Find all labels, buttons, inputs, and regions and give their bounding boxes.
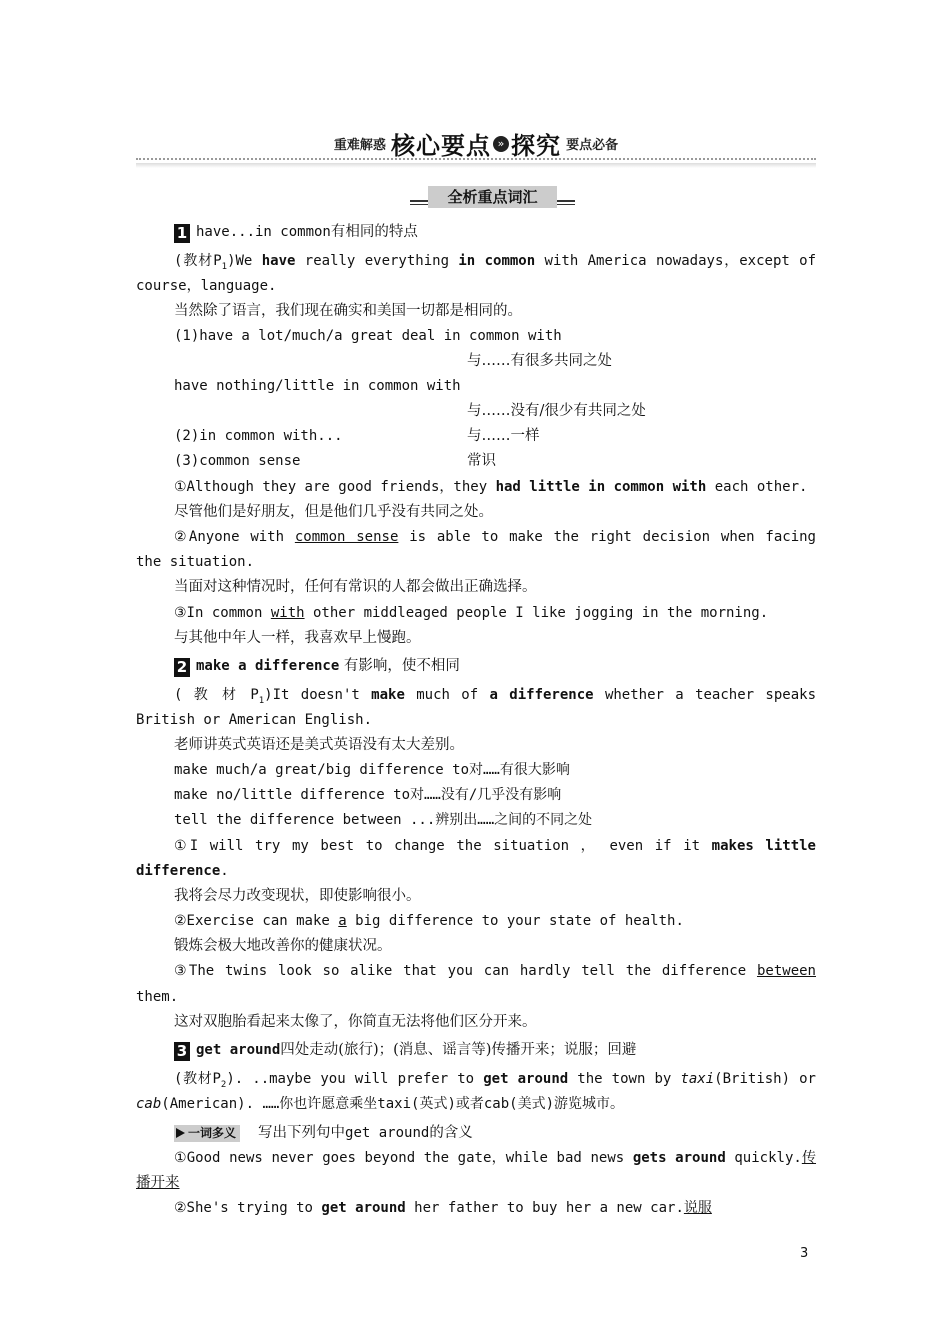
item-3-textbook-example-cont: cab(American). ……你也许愿意乘坐taxi(英式)或者cab(美式)游览城市。 [136,1096,625,1112]
item-1-sentence-2: ②Anyone with common sense is able to make the right decision when facing [174,529,816,545]
item-3-heading: 3 get around四处走动(旅行)；(消息、谣言等)传播开来；说服；回避 [174,1038,636,1063]
phrase-1-cn: 与……有很多共同之处 [467,353,612,369]
page-header [136,126,816,166]
answer-2: 说服 [683,1200,712,1216]
answer-1a: 传 [801,1150,817,1166]
item-3-sentence-2: ②She's trying to get around her father to buy her a new car.说服 [174,1200,712,1216]
item-1-textbook-example: (教材$P_1)We$ have really everything in common with America nowadays，except of [174,253,817,272]
section-title-label: 全析重点词汇 [428,186,557,208]
phrase-3-en: (2)in common with... [174,428,343,444]
polysemy-tag: 一词多义 [174,1125,240,1142]
item-2-textbook-example-cont: British or American English. [136,712,373,728]
item-number-badge: 3 [174,1042,190,1061]
item-3-task: 一词多义 写出下列句中get around的含义 [174,1121,473,1146]
header-left-label: 重难解惑 [333,138,386,153]
item-2-sentence-1: ①I will try my best to change the situation ， even if it makes little [174,838,816,854]
header-main-label-1: 核心要点 [391,132,491,160]
phrase-2-en: have nothing/little in common with [174,378,461,394]
item-1-sentence-3: ③In common with other middleaged people I like jogging in the morning. [174,605,769,621]
item-2-sentence-2: ②Exercise can make a big difference to your state of health. [174,913,684,929]
header-right-label: 要点必备 [566,138,619,153]
item-2-phrase-3: tell the difference between ...辨别出……之间的不同之处 [174,812,593,828]
item-1-heading: 1 have...in common有相同的特点 [174,220,418,245]
item-2-heading: 2 make a difference 有影响，使不相同 [174,654,460,679]
item-1-textbook-example-cont: course，language. [136,278,277,294]
header-dotted-rule [136,158,816,160]
page-number: 3 [800,1246,809,1261]
phrase-1-en: (1)have a lot/much/a great deal in common with [174,328,562,344]
item-2-sentence-2-cn: 锻炼会极大地改善你的健康状况。 [174,938,392,954]
item-1-sentence-2-cn: 当面对这种情况时，任何有常识的人都会做出正确选择。 [174,579,537,595]
item-1-sentence-1-cn: 尽管他们是好朋友，但是他们几乎没有共同之处。 [174,504,493,520]
phrase-4-en: (3)common sense [174,453,301,469]
item-2-example-translation: 老师讲英式英语还是美式英语没有太大差别。 [174,737,464,753]
header-shadow-rule [136,163,816,168]
item-3-sentence-1-cont [136,1171,180,1196]
section-title [410,186,575,210]
header-title [136,126,816,161]
item-1-sentence-2-cont: the situation. [136,554,255,570]
item-2-phrase-1: make much/a great/big difference to对……有很大影响 [174,762,570,778]
phrase-3-cn: 与……一样 [467,428,540,444]
item-number-badge: 2 [174,658,190,677]
item-number-badge: 1 [174,224,190,243]
item-2-textbook-example: ( 教 材 $P_1)It$ doesn't make much of a difference whether a teacher speaks [174,687,816,706]
phrase-4-cn: 常识 [467,453,496,469]
item-1-example-translation: 当然除了语言，我们现在确实和美国一切都是相同的。 [174,303,522,319]
item-2-sentence-1-cn: 我将会尽力改变现状，即使影响很小。 [174,888,421,904]
item-1-sentence-1: ①Although they are good friends，they had little in common with each other. [174,479,808,495]
item-3-sentence-1: ①Good news never goes beyond the gate，while bad news gets around quickly.传 [174,1150,817,1166]
header-main-label-2: 探究 [511,132,561,160]
item-2-sentence-3: ③The twins look so alike that you can hardly tell the difference between [174,963,816,979]
item-2-sentence-3-cn: 这对双胞胎看起来太像了，你简直无法将他们区分开来。 [174,1014,537,1030]
item-1-sentence-3-cn: 与其他中年人一样，我喜欢早上慢跑。 [174,630,421,646]
phrase-2-cn: 与……没有/很少有共同之处 [467,403,646,419]
answer-1b: 播开来 [136,1175,180,1191]
arrow-right-icon: » [493,136,509,152]
item-3-textbook-example: (教材$P_2$). ..maybe you will prefer to get around the town by taxi(British) or [174,1071,816,1090]
item-2-sentence-3-cont: them. [136,989,179,1005]
item-2-phrase-2: make no/little difference to对……没有/几乎没有影响 [174,787,562,803]
item-2-sentence-1-cont: difference. [136,863,229,879]
